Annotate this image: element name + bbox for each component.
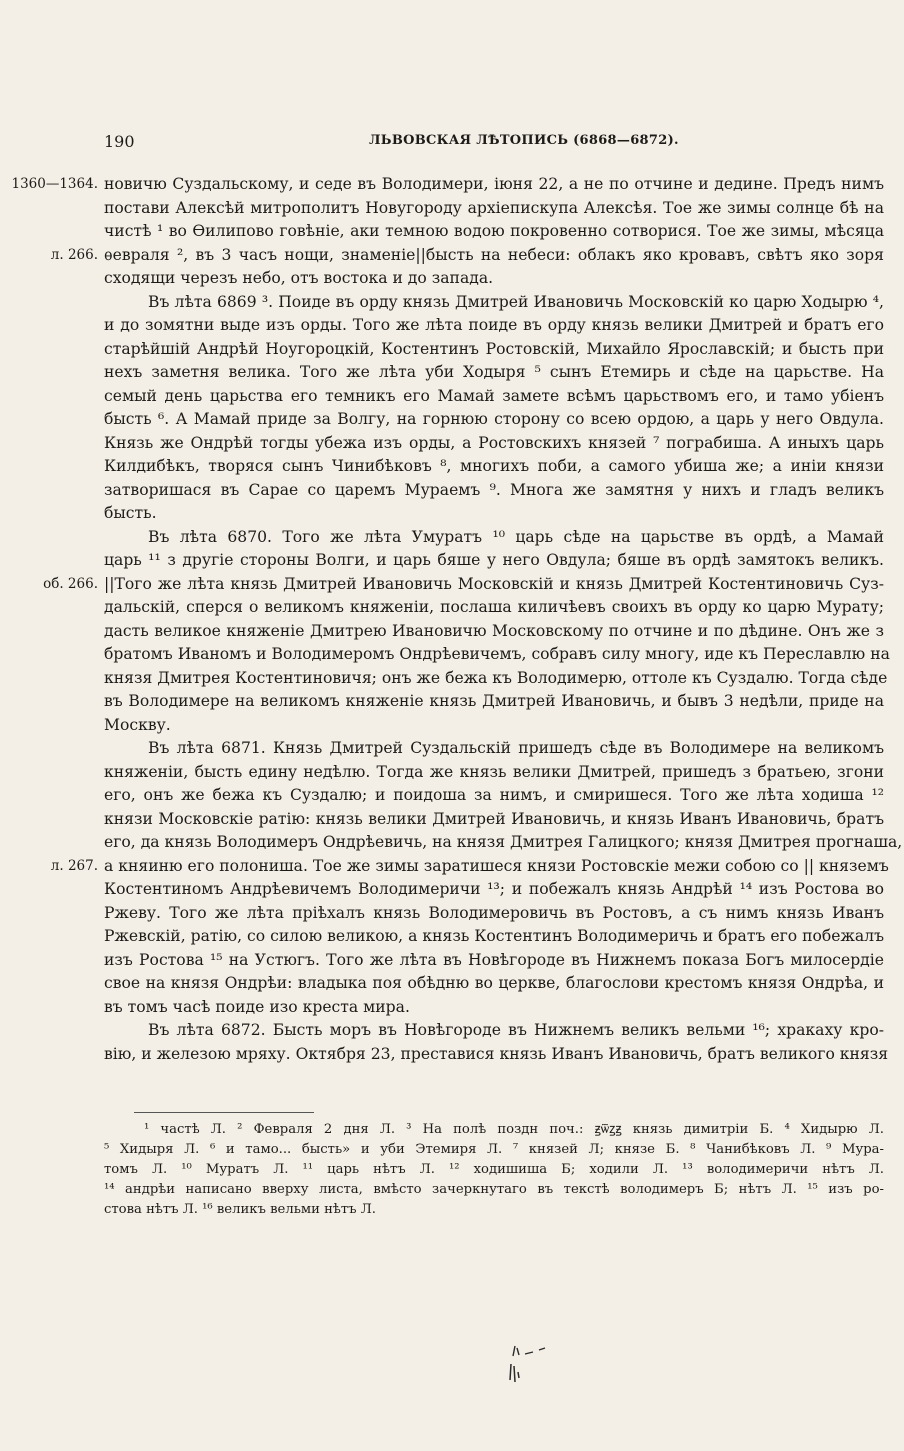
text-line-content: братомъ Иваномъ и Володимеромъ Ондрѣевичемъ, собравъ силу многу, иде къ Переславлю на xyxy=(104,645,890,663)
footnote-rule xyxy=(134,1112,314,1113)
text-line xyxy=(104,620,884,644)
text-line-content: и до зомятни выде изъ орды. Того же лѣта поиде въ орду князь велики Дмитрей и братъ его xyxy=(104,316,884,334)
text-line xyxy=(104,596,884,620)
text-line xyxy=(50,244,884,268)
text-line-content: семый день царьства его темникъ его Мамай замете всѣмъ царьствомъ его, и тамо убіенъ xyxy=(104,386,884,405)
text-line xyxy=(104,808,884,832)
text-line-content: Ржевскій, ратію, со силою великою, а князь Костентинъ Володимеричь и братъ его побежалъ xyxy=(104,927,884,945)
text-line-content: Москву. xyxy=(104,715,171,734)
text-line xyxy=(104,502,884,526)
text-line xyxy=(104,690,884,714)
text-line-content: княженіи, бысть единy недѣлю. Тогда же князь велики Дмитрей, пришедъ з братьею, згони xyxy=(104,762,884,781)
text-line-content: бысть ⁶. А Мамай приде за Волгу, на горнюю сторону со всею ордою, а царь у него Овдула. xyxy=(104,410,884,428)
page-number: 190 xyxy=(104,132,135,151)
main-text xyxy=(11,173,903,1066)
text-line xyxy=(104,479,884,503)
text-line xyxy=(104,408,884,432)
text-line xyxy=(104,949,884,973)
text-line xyxy=(104,714,884,738)
text-line-content: его, онъ же бежа къ Суздалю; и поидоша за нимъ, и смиришеся. Того же лѣта ходиша ¹² xyxy=(104,786,884,804)
text-line xyxy=(104,643,890,667)
text-line xyxy=(104,291,884,315)
text-line xyxy=(104,902,884,926)
text-line xyxy=(104,996,884,1020)
text-line-content: ||Того же лѣта князь Дмитрей Ивановичь Московскій и князь Дмитрей Костентиновичь Суз- xyxy=(104,574,884,593)
text-line-content: его, да князь Володимеръ Ондрѣевичь, на князя Дмитрея Галицкого; князя Дмитрея прогнаша, xyxy=(104,833,903,851)
text-line-content: Килдибѣкъ, творяся сынъ Чинибѣковъ ⁸, многихъ поби, а самого убиша же; а иніи князи xyxy=(104,457,884,475)
text-line-content: царь ¹¹ з другіе стороны Волги, и царь бяше у него Овдула; бяше въ ордѣ замятокъ великъ. xyxy=(104,551,884,569)
text-line-content: въ томъ часѣ поиде изо креста мира. xyxy=(104,997,410,1016)
stray-ink-marks xyxy=(505,1342,565,1392)
text-line xyxy=(104,1043,889,1067)
text-line-content: чистѣ ¹ во Ѳилипово говѣніе, аки темною водою покровенно сотворися. Тое же зимы, мѣсяца xyxy=(104,222,884,240)
text-line-content: старѣйшій Андрѣй Ноугороцкій, Костентинъ Ростовскій, Михайло Ярославскій; и бысть при xyxy=(104,339,884,358)
text-line-content: Въ лѣта 6871. Князь Дмитрей Суздальскій пришедъ сѣде въ Володимере на великомъ xyxy=(148,739,884,757)
text-line xyxy=(104,925,884,949)
text-line xyxy=(104,314,884,338)
text-line-content: постави Алексѣй митрополитъ Новугороду архіепискупа Алексѣя. Тое же зимы солнце бѣ на xyxy=(104,198,884,217)
text-line xyxy=(104,737,884,761)
text-line-content: новичю Суздальскому, и седе въ Володимери, іюня 22, а не по отчине и дедине. Предъ нимъ xyxy=(104,175,884,193)
text-line-content: а княиню его полониша. Тое же зимы заратишеся князи Ростовскіе межи собою со || княземъ xyxy=(104,856,889,875)
running-title: ЛЬВОВСКАЯ ЛѢТОПИСЬ (6868—6872). xyxy=(369,133,679,148)
text-line-content: Князь же Ондрѣй тогды убежа изъ орды, а Ростовскихъ князей ⁷ пограбиша. А иныхъ царь xyxy=(104,433,884,452)
text-line xyxy=(104,878,884,902)
text-line xyxy=(11,173,884,197)
text-line-content: въ Володимере на великомъ княженіе князь Дмитрей Ивановичь, и бывъ 3 недѣли, приде на xyxy=(104,692,884,710)
text-line xyxy=(104,361,884,385)
text-line xyxy=(43,573,884,597)
text-line-content: сходящи черезъ небо, отъ востока и до запада. xyxy=(104,269,494,287)
footnote-line: ¹ частѣ Л. ² Февраля 2 дня Л. ³ На полѣ поздн поч.: ꙃѿꙁꙃ князь димитріи Б. ⁴ Хидырю Л. xyxy=(144,1122,884,1137)
text-line xyxy=(104,549,884,573)
text-line-content: Костентиномъ Андрѣевичемъ Володимеричи ¹³; и побежалъ князь Андрѣй ¹⁴ изъ Ростова во xyxy=(104,880,884,898)
text-line xyxy=(104,1019,884,1043)
text-line-content: князя Дмитрея Костентиновичя; онъ же бежа къ Володимерю, оттоле къ Суздалю. Тогда сѣде xyxy=(104,668,888,687)
text-line xyxy=(104,761,884,785)
footnotes xyxy=(104,1112,884,1220)
text-line-content: затворишася въ Сарае со царемъ Мураемъ ⁹. Многа же замятня у нихъ и гладъ великъ xyxy=(104,480,884,499)
text-line-content: вію, и железою мряху. Октября 23, преставися князь Иванъ Ивановичь, братъ великого князя xyxy=(104,1044,889,1063)
text-line-content: бысть. xyxy=(104,504,157,522)
margin-note: л. 266. xyxy=(50,246,98,263)
text-line-content: свое на князя Ондрѣи: владыка поя обѣдню во церкве, благослови крестомъ князя Ондрѣа, и xyxy=(104,974,884,992)
text-line-content: дальскій, сперся о великомъ княженіи, послаша киличѣевъ своихъ въ орду ко царю Мурату; xyxy=(104,598,884,616)
text-line xyxy=(104,220,884,244)
text-line-content: князи Московскіе ратію: князь велики Дмитрей Ивановичь, и князь Иванъ Ивановичь, братъ xyxy=(104,809,884,828)
footnote-line: стова нѣтъ Л. ¹⁶ великъ вельми нѣтъ Л. xyxy=(104,1202,376,1217)
text-line-content: Ржеву. Того же лѣта пріѣхалъ князь Володимеровичь въ Ростовъ, а съ нимъ князь Иванъ xyxy=(104,903,884,922)
text-line-content: Въ лѣта 6870. Того же лѣта Умуратъ ¹⁰ царь сѣде на царьстве въ ордѣ, а Мамай xyxy=(148,527,884,546)
text-line-content: изъ Ростова ¹⁵ на Устюгъ. Того же лѣта въ Новѣгороде въ Нижнемъ показа Богъ милосердіе xyxy=(104,950,884,969)
text-line xyxy=(104,667,888,691)
margin-note: об. 266. xyxy=(43,575,98,592)
footnote-line: ⁵ Хидыря Л. ⁶ и тамо... бысть» и уби Этемиря Л. ⁷ князей Л; князе Б. ⁸ Чанибѣковъ Л. ⁹ Мура- xyxy=(104,1142,884,1157)
text-line-content: Въ лѣта 6872. Бысть моръ въ Новѣгороде въ Нижнемъ великъ вельми ¹⁶; хракаху кро- xyxy=(148,1021,884,1039)
text-line-content: ѳевраля ², въ 3 часъ нощи, знаменіе||бысть на небеси: облакъ яко кровавъ, свѣтъ яко зоря xyxy=(104,245,884,264)
footnote-line: ¹⁴ андрѣи написано вверху листа, вмѣсто зачеркнутаго въ текстѣ володимеръ Б; нѣтъ Л. ¹⁵ изъ ро- xyxy=(104,1182,884,1197)
text-line xyxy=(104,432,884,456)
text-line xyxy=(50,855,889,879)
text-line xyxy=(104,831,903,855)
text-line xyxy=(104,338,884,362)
text-line-content: нехъ заметня велика. Того же лѣта уби Ходыря ⁵ сынъ Етемирь и сѣде на царьстве. На xyxy=(104,363,884,381)
text-line xyxy=(104,197,884,221)
text-line xyxy=(104,385,884,409)
margin-note: л. 267. xyxy=(50,857,98,874)
text-line xyxy=(104,455,884,479)
page-header xyxy=(104,132,884,154)
text-line xyxy=(104,784,884,808)
margin-note: 1360—1364. xyxy=(11,176,98,192)
footnote-line: томъ Л. ¹⁰ Муратъ Л. ¹¹ царь нѣтъ Л. ¹² ходишиша Б; ходили Л. ¹³ володимеричи нѣтъ Л. xyxy=(104,1162,884,1177)
text-line-content: Въ лѣта 6869 ³. Поиде въ орду князь Дмитрей Ивановичь Московскій ко царю Ходырю ⁴, xyxy=(148,292,884,311)
text-line xyxy=(104,267,884,291)
text-line-content: дасть великое княженіе Дмитрею Ивановичю Московскому по отчине и по дѣдине. Онъ же з xyxy=(104,621,884,640)
text-line xyxy=(104,972,884,996)
text-line xyxy=(104,526,884,550)
